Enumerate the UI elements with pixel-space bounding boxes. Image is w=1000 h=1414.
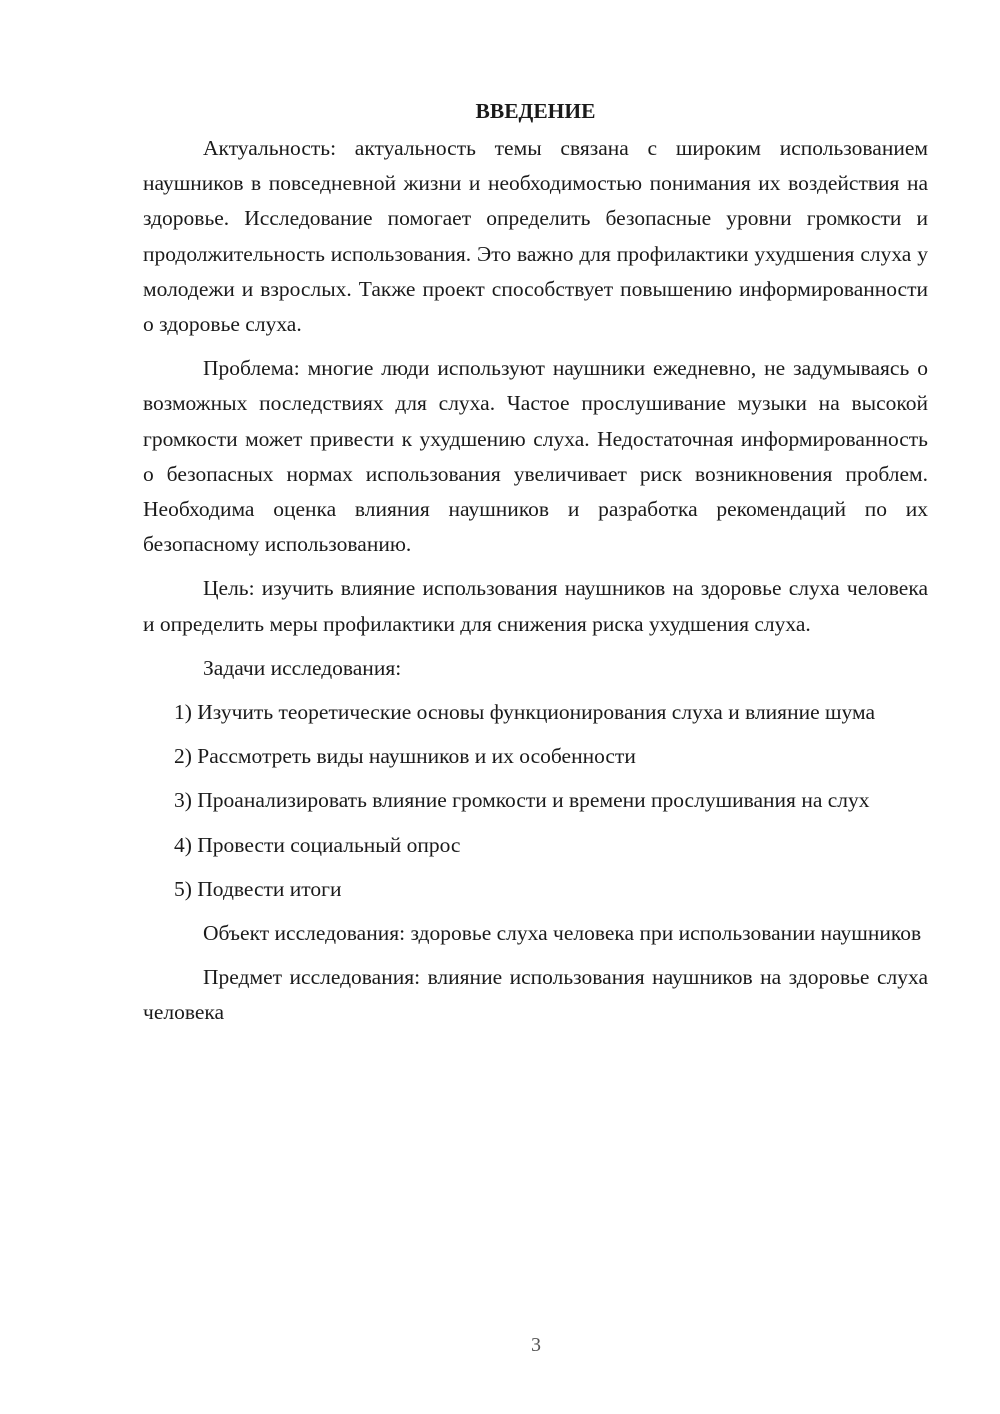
section-title: ВВЕДЕНИЕ bbox=[475, 99, 596, 123]
page-number: 3 bbox=[531, 1334, 541, 1356]
task-item-4: 4) Провести социальный опрос bbox=[174, 832, 461, 857]
relevance-paragraph: Актуальность: актуальность темы связана с широким использованием наушников в повседневной жизни и необходимостью понимания их воздействия на здоровье. Исследование помогает определить безопасные уровни громкости и продолжительность использования. Это важно для профилактики ухудшения слуха у молодежи и взрослых. Также проект способствует повышению информированности о здоровье слуха. bbox=[143, 136, 928, 337]
object-paragraph: Объект исследования: здоровье слуха человека при использовании наушников bbox=[203, 921, 922, 946]
task-item-3: 3) Проанализировать влияние громкости и времени прослушивания на слух bbox=[174, 788, 870, 813]
goal-paragraph: Цель: изучить влияние использования наушников на здоровье слуха человека и определить меры профилактики для снижения риска ухудшения слуха. bbox=[143, 576, 928, 636]
task-item-5: 5) Подвести итоги bbox=[174, 876, 342, 901]
problem-paragraph: Проблема: многие люди используют наушники ежедневно, не задумываясь о возможных последствиях для слуха. Частое прослушивание музыки на высокой громкости может привести к ухудшению слуха. Недостаточная информированность о безопасных нормах использования увеличивает риск возникновения проблем. Необходима оценка влияния наушников и разработка рекомендаций по их безопасному использованию. bbox=[143, 356, 928, 557]
tasks-heading: Задачи исследования: bbox=[203, 655, 402, 680]
task-item-2: 2) Рассмотреть виды наушников и их особенности bbox=[174, 744, 636, 769]
page-content bbox=[143, 96, 928, 1040]
subject-paragraph: Предмет исследования: влияние использования наушников на здоровье слуха человека bbox=[143, 965, 928, 1025]
task-item-1: 1) Изучить теоретические основы функционирования слуха и влияние шума bbox=[174, 700, 876, 725]
